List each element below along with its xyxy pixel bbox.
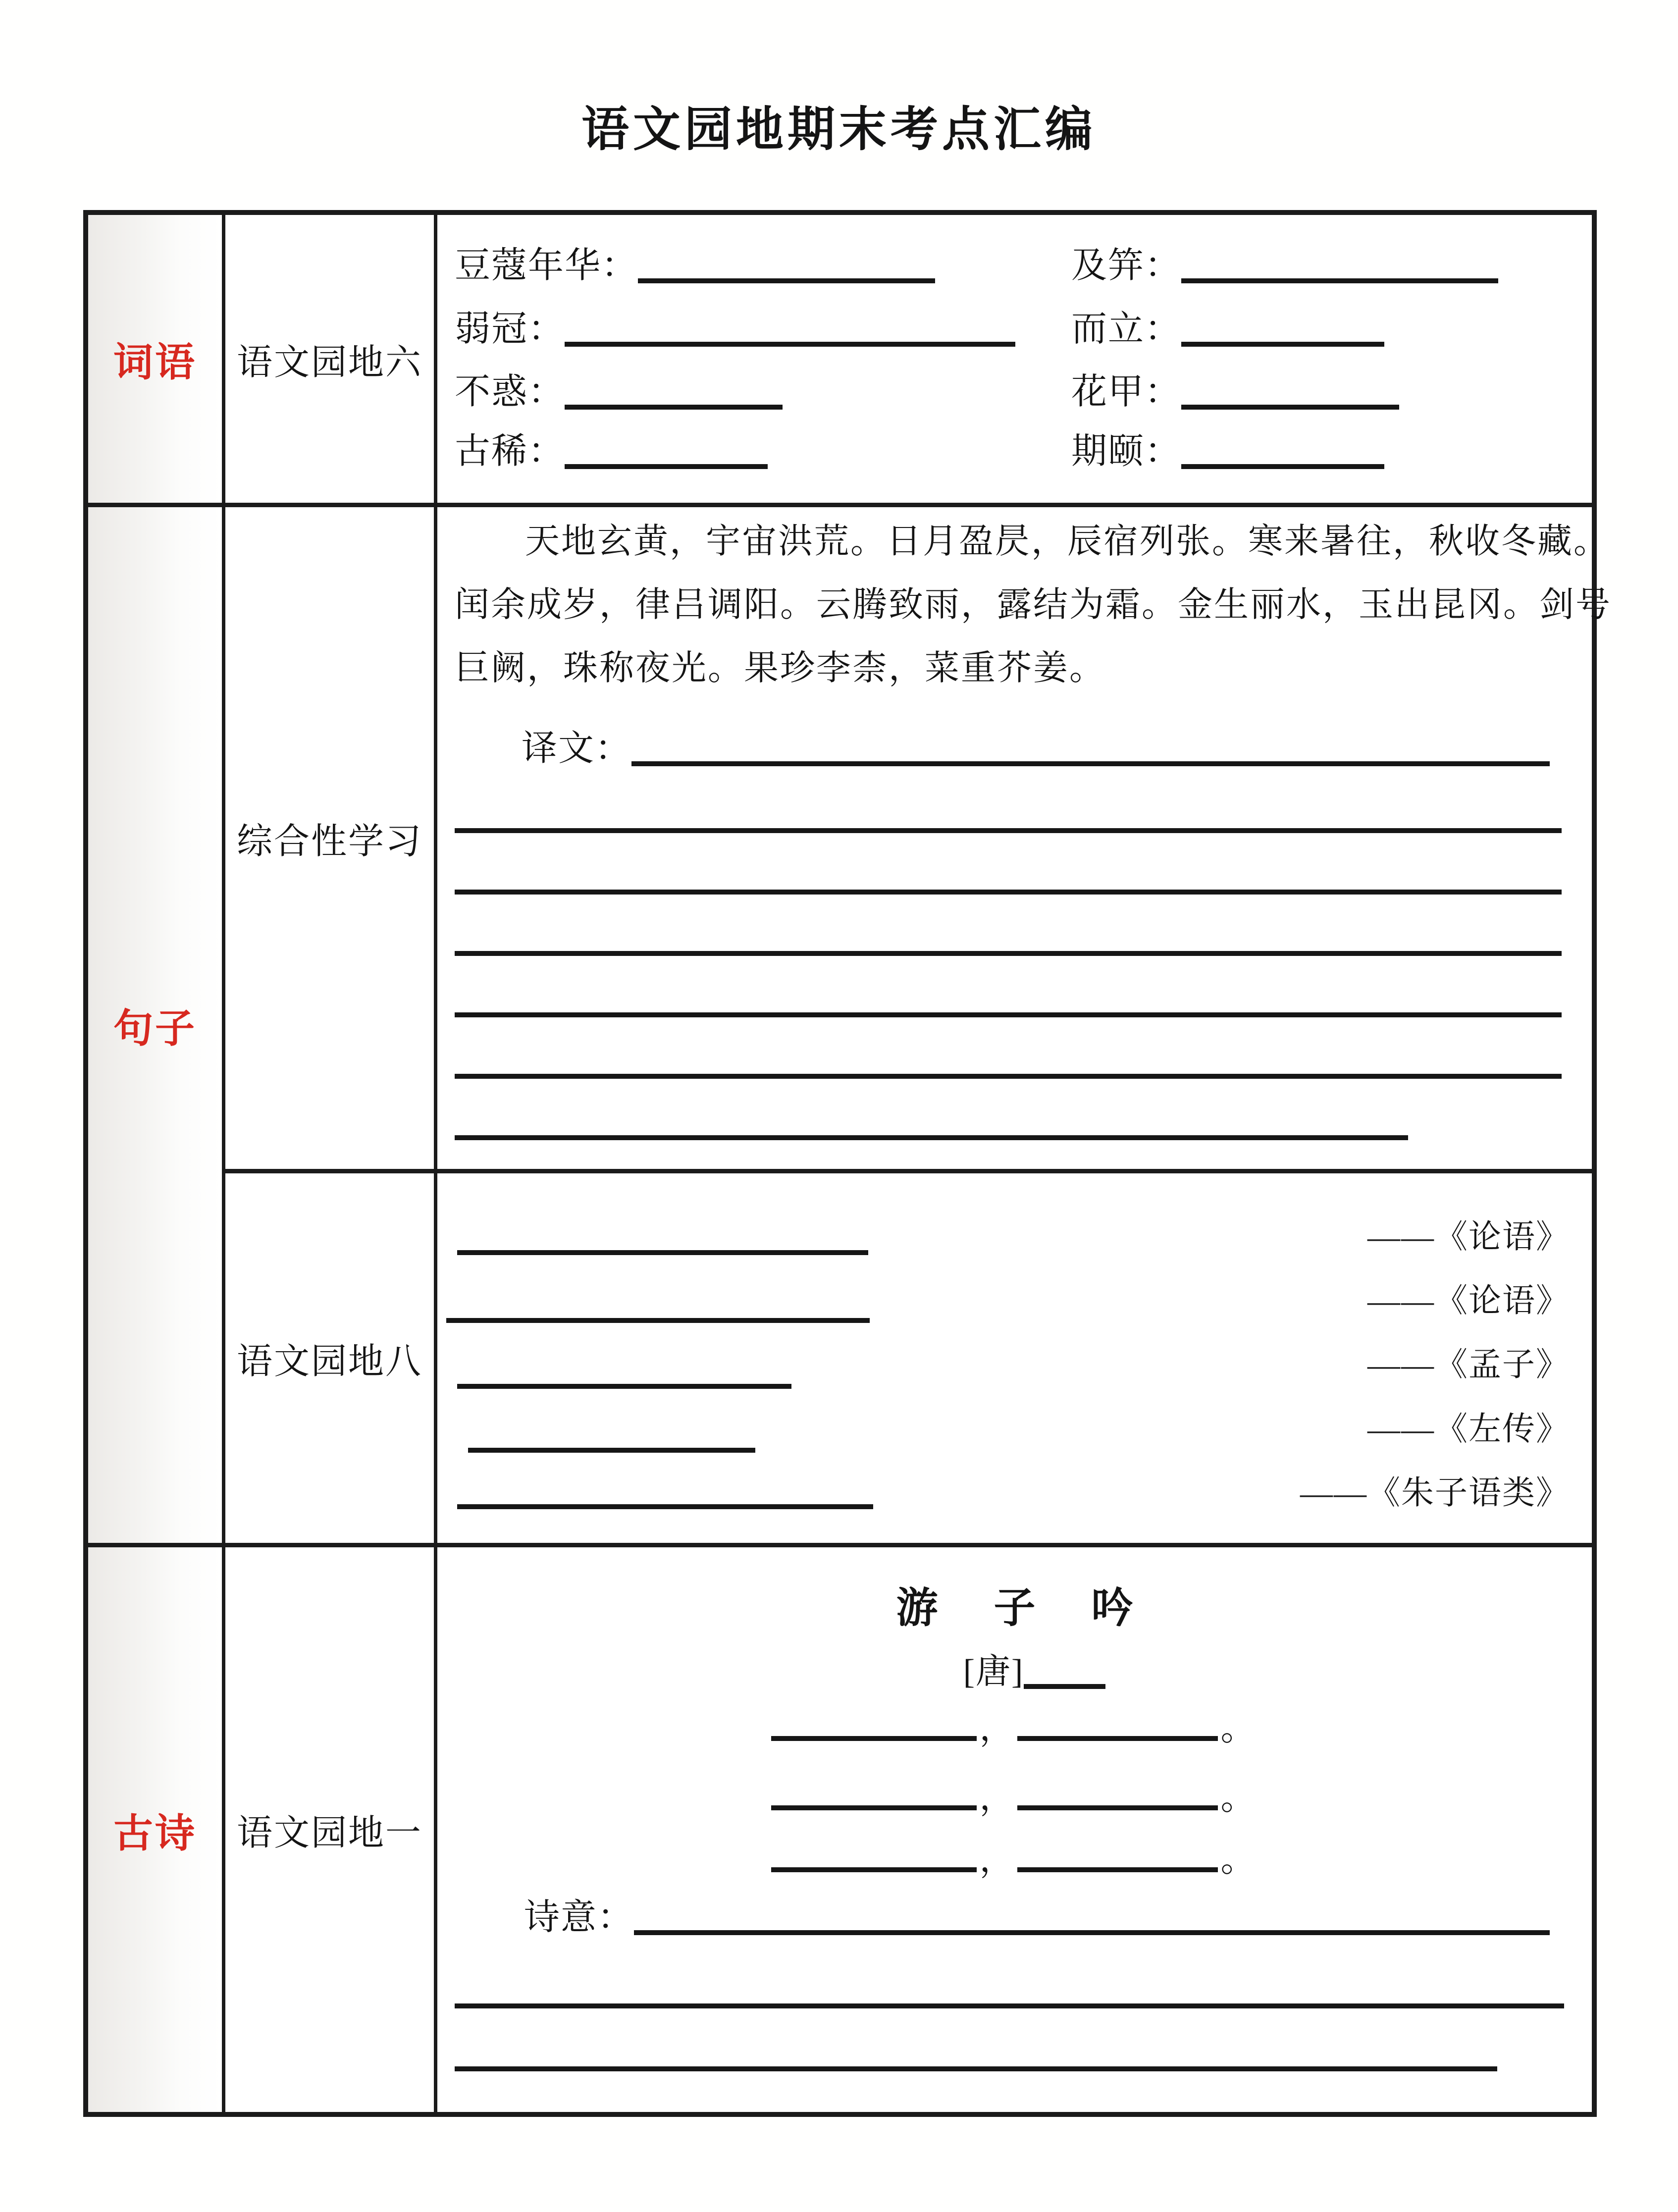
answer-blank [1017,1805,1218,1810]
dynasty-row [457,1645,1612,1695]
answer-blank [1017,1736,1218,1741]
answer-blank [455,828,1562,833]
verse-period: 。 [1220,1709,1256,1748]
answer-blank [455,1012,1562,1017]
answer-blank [457,1250,868,1255]
attribution-label: ——《论语》 [1367,1219,1570,1255]
comprehensive-unit-cell [225,507,437,1173]
answer-blank [631,761,1550,766]
comprehensive-content-cell [437,507,1612,1173]
word-item [1071,306,1384,353]
garden8-unit-label: 语文园地八 [236,1342,422,1381]
sentences-category-cell [88,507,225,1547]
answer-blank [446,1318,870,1323]
answer-blank [1181,342,1384,347]
poem-title: 游 子 吟 [896,1585,1156,1632]
verse-line [437,1769,1592,1816]
attribution-label: ——《左传》 [1367,1411,1570,1447]
words-unit-label: 语文园地六 [236,342,422,382]
word-row [437,428,1592,477]
words-category-label: 词语 [113,340,197,384]
verse-comma: ， [979,1841,1014,1879]
words-content-cell [437,215,1592,507]
answer-blank [634,1930,1550,1935]
word-term: 期颐： [1071,431,1182,471]
garden8-unit-cell [225,1173,437,1547]
poem-meaning-label: 诗意： [524,1897,634,1937]
poem-content-cell [437,1547,1592,2112]
attribution-label: ——《孟子》 [1367,1347,1570,1383]
paragraph-line: 巨阙，珠称夜光。果珍李柰，菜重芥姜。 [455,649,1105,687]
word-term: 古稀： [455,431,565,471]
answer-blank [638,278,935,283]
page-title: 语文园地期末考点汇编 [581,103,1097,156]
dynasty-label: [唐] [963,1652,1024,1691]
verse-period: 。 [1220,1779,1256,1817]
verse-comma: ， [979,1779,1014,1817]
answer-blank [468,1448,755,1453]
poem-unit-cell [225,1547,437,2112]
translation-label: 译文： [522,729,632,768]
comprehensive-unit-label: 综合性学习 [236,822,422,861]
verse-line [437,1831,1592,1878]
word-item [455,428,768,475]
paragraph-line: 闰余成岁，律吕调阳。云腾致雨，露结为霜。金生丽水，玉出昆冈。剑号 [455,586,1612,624]
answer-blank [565,464,768,469]
poem-category-cell [88,1547,225,2112]
attribution-label: ——《朱子语类》 [1300,1475,1570,1511]
word-term: 而立： [1071,309,1182,349]
answer-blank [455,951,1562,956]
word-item [455,369,783,416]
verse-period: 。 [1220,1841,1256,1879]
poem-category-label: 古诗 [113,1811,197,1855]
answer-blank [1181,278,1498,283]
answer-blank [455,890,1562,895]
word-row [437,306,1592,355]
word-term: 弱冠： [455,309,565,349]
sentences-category-label: 句子 [113,1006,197,1051]
word-item [1071,242,1498,289]
answer-blank [1181,464,1384,469]
garden8-content-cell [437,1173,1592,1547]
words-category-cell [88,215,225,507]
answer-blank [565,405,783,410]
answer-blank [771,1736,977,1741]
word-item [455,242,935,289]
translation-row [522,725,1550,772]
word-term: 不惑： [455,372,565,412]
answer-blank [455,2003,1564,2008]
answer-blank [455,2066,1497,2071]
answer-blank [455,1135,1408,1140]
poem-unit-label: 语文园地一 [236,1813,422,1853]
words-unit-cell [225,215,437,507]
verse-line [437,1699,1592,1747]
word-row [437,369,1592,418]
answer-blank [1181,405,1399,410]
word-item [1071,428,1384,475]
answer-blank [1024,1684,1105,1689]
verse-comma: ， [979,1709,1014,1748]
answer-blank [771,1805,977,1810]
answer-blank [1017,1867,1218,1872]
word-item [455,306,1015,353]
word-term: 及笄： [1071,246,1182,285]
word-item [1071,369,1399,416]
word-term: 豆蔻年华： [455,246,638,285]
answer-blank [771,1867,977,1872]
poem-meaning-row [524,1894,1550,1941]
word-term: 花甲： [1071,372,1182,412]
answer-blank [457,1384,791,1389]
worksheet-table [83,210,1612,2117]
answer-blank [455,1074,1562,1079]
paragraph-line: 天地玄黄，宇宙洪荒。日月盈昃，辰宿列张。寒来暑往，秋收冬藏。 [525,523,1610,561]
word-row [437,242,1592,292]
answer-blank [457,1504,873,1509]
attribution-label: ——《论语》 [1367,1283,1570,1319]
answer-blank [565,342,1015,347]
